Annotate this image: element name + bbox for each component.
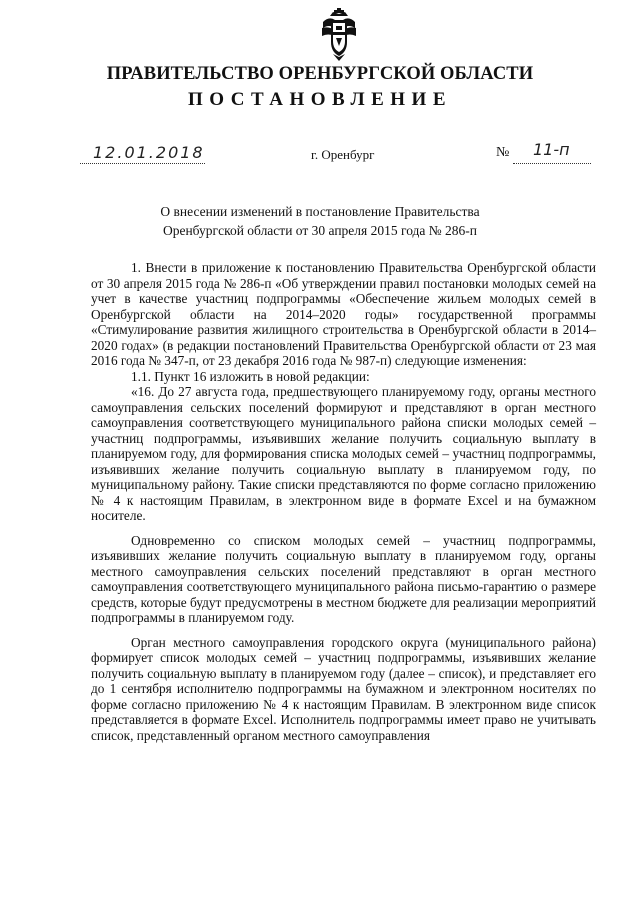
document-subject — [0, 202, 640, 240]
number-underline — [513, 163, 591, 164]
document-number-label: № — [496, 145, 510, 160]
document-number: 11-п — [533, 140, 570, 159]
paragraph-16: «16. До 27 августа года, предшествующего планируемому году, органы местного самоуправления сельских поселений формируют и представляют в орган местного самоуправления соответствующего муниципального района списки молодых семей – участниц подпрограммы, изъявивших желание получить социальную выплату в планируемом году, для формирования списка молодых семей – участниц подпрограммы, изъявивших желание получить социальную выплату в планируемом году, по муниципальному району. Такие списки представляются по форме согласно приложению № 4 к настоящим Правилам, в электронном виде в формате Excel и на бумажном носителе. — [91, 384, 596, 523]
paragraph-guarantee-letter: Одновременно со списком молодых семей – участниц подпрограммы, изъявивших желание получить социальную выплату в планируемом году, органы местного самоуправления сельских поселений представляют в орган местного самоуправления соответствующего муниципального района письмо-гарантию о размере средств, которые будут предусмотрены в местном бюджете для реализации мероприятий подпрограммы в планируемом году. — [91, 532, 596, 625]
subject-line-2: Оренбургской области от 30 апреля 2015 года № 286-п — [162, 223, 478, 238]
document-type-title: ПОСТАНОВЛЕНИЕ — [187, 89, 453, 110]
document-date: 12.01.2018 — [93, 143, 205, 162]
organization-title: ПРАВИТЕЛЬСТВО ОРЕНБУРГСКОЙ ОБЛАСТИ — [106, 64, 534, 84]
orenburg-coat-of-arms-icon — [319, 8, 359, 62]
date-underline — [80, 163, 205, 164]
paragraph-1: 1. Внести в приложение к постановлению Правительства Оренбургской области от 30 апреля 2015 года № 286-п «Об утверждении правил постановки молодых семей на учет в качестве участниц подпрограммы «Обеспечение жильем молодых семей в Оренбургской области на 2014–2020 годы» государственной программы «Стимулирование развития жилищного строительства в Оренбургской области в 2014–2020 годах» (в редакции постановлений Правительства Оренбургской области от 23 мая 2016 года № 347-п, от 23 декабря 2016 года № 987-п) следующие изменения: — [91, 260, 596, 368]
paragraph-1-1: 1.1. Пункт 16 изложить в новой редакции: — [131, 368, 370, 384]
document-body — [91, 260, 596, 743]
subject-line-1: О внесении изменений в постановление Правительства — [160, 204, 480, 219]
paragraph-city-district: Орган местного самоуправления городского округа (муниципального района) формирует список молодых семей – участниц подпрограммы, изъявивших желание получить социальную выплату в планируемом году (далее – список), и представляет его до 1 сентября исполнителю подпрограммы на бумажном и электронном носителях по форме согласно приложению № 4 к настоящим Правилам. В электронном виде список представляется в формате Excel. Исполнитель подпрограммы имеет право не учитывать список, представленный органом местного самоуправления — [91, 634, 596, 743]
document-city: г. Оренбург — [311, 147, 375, 162]
